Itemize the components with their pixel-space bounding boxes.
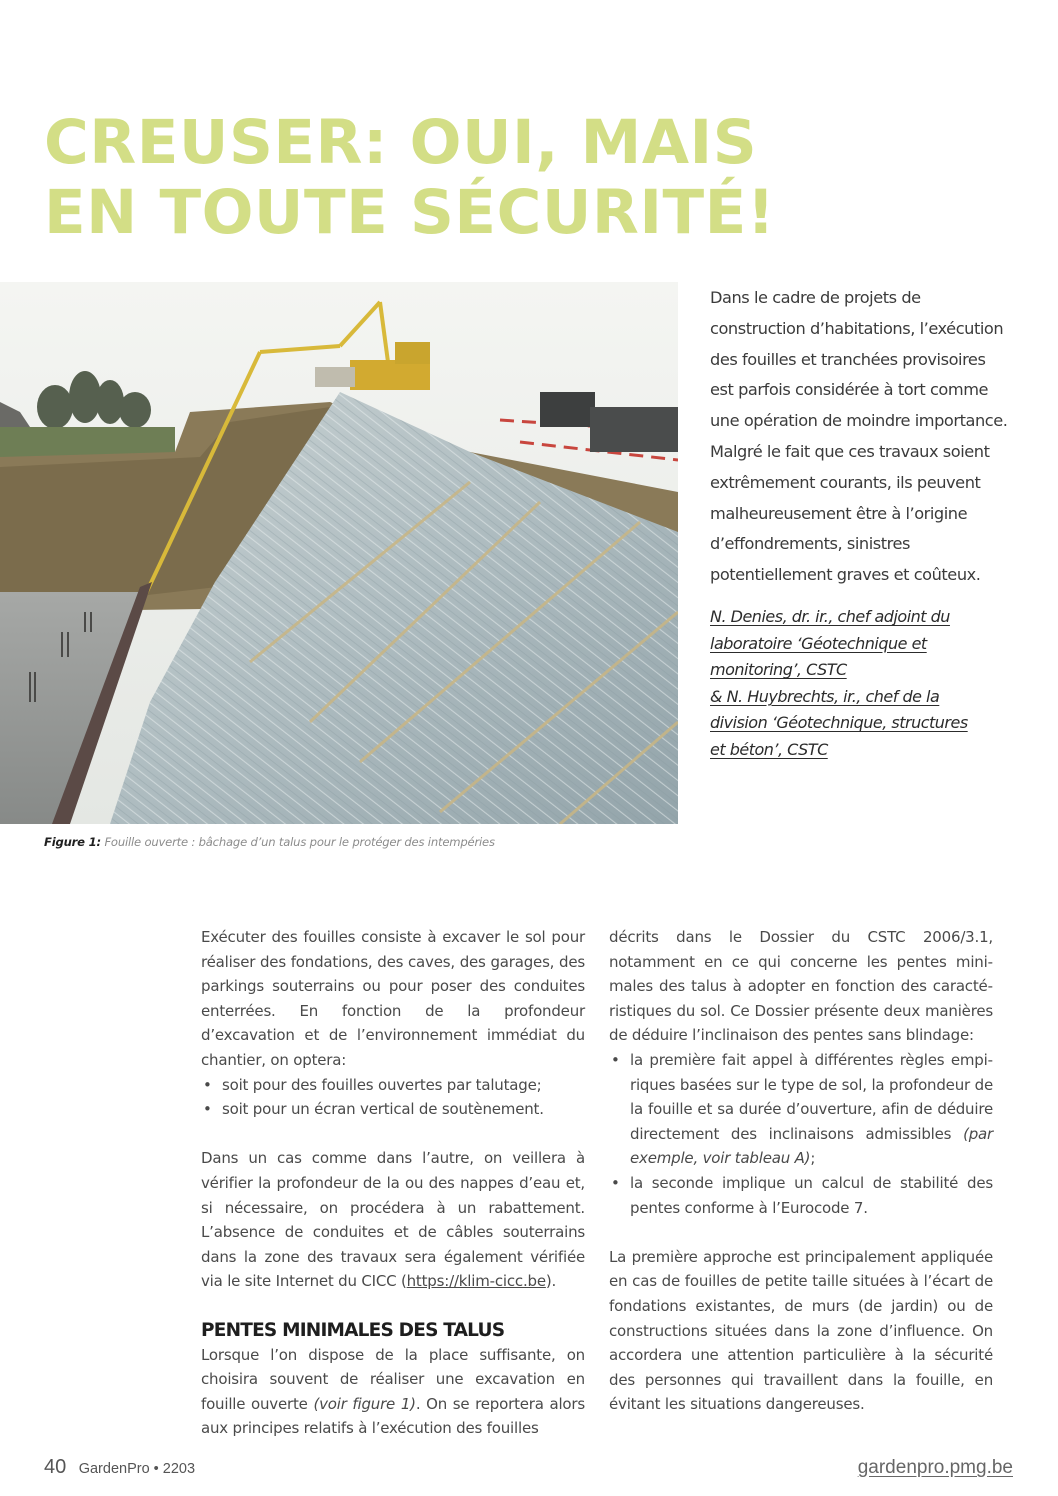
author-line: & N. Huybrechts, ir., chef de la xyxy=(710,686,940,706)
text-run: la première fait appel à différentes règles empiriques basées sur le type de sol, la profondeur de la fouille et sa durée d’ouverture, afin de déduire directement des inclinaisons admissibles xyxy=(630,1050,993,1143)
body-paragraph xyxy=(201,1343,585,1441)
website-link[interactable]: gardenpro.pmg.be xyxy=(857,1457,1013,1478)
body-column-left xyxy=(201,925,585,1441)
authors-credit xyxy=(710,604,1010,764)
figure-1-photo xyxy=(0,282,678,824)
text-run: Lorsque l’on dispose de la place suffisante, on choisira souvent de réaliser une excavation en fouille ouverte xyxy=(201,1345,585,1413)
table-reference: (par exemple, voir tableau A) xyxy=(630,1124,993,1168)
author-line: et béton’, CSTC xyxy=(710,739,828,759)
spacer xyxy=(609,1220,993,1245)
figure-label: Figure 1: xyxy=(44,835,101,849)
figure-caption-text: Fouille ouverte : bâchage d’un talus pour le protéger des intempéries xyxy=(104,835,495,849)
body-paragraph: décrits dans le Dossier du CSTC 2006/3.1, notamment en ce qui concerne les pentes minimales des talus à adopter en fonction des caractéristiques du sol. Ce Dossier présente deux manières de déduire l’inclinaison des pentes sans blindage: xyxy=(609,928,993,1045)
page-footer-left xyxy=(44,1456,195,1479)
text-run: ). xyxy=(545,1272,557,1291)
page-number: 40 xyxy=(44,1456,67,1478)
bullet-item xyxy=(609,1048,993,1171)
bullet-list xyxy=(201,1073,585,1122)
figure-reference: (voir figure 1) xyxy=(313,1394,416,1413)
figure-caption xyxy=(44,835,495,849)
article-title xyxy=(44,108,775,248)
text-run: Dans un cas comme dans l’autre, on veillera à vérifier la profondeur de la ou des nappes d’eau et, si nécessaire, on procédera à un rabattement. L’absence de conduites et de câbles souterrains dans la zone des travaux sera également vérifiée via le site Internet du CICC ( xyxy=(201,1149,585,1291)
text-run: . On se reportera alors aux principes relatifs à l’exécution des fouilles xyxy=(201,1394,585,1438)
bullet-item: • soit pour un écran vertical de soutènement. xyxy=(201,1097,585,1122)
body-paragraph: La première approche est principalement appliquée en cas de fouilles de petite taille situées à l’écart de fondations existantes, de murs (de jardin) ou de constructions situées dans la zone d’influence. On accordera une attention particulière à la sécurité des personnes qui travaillent dans la fouille, en évitant les situations dangereuses. xyxy=(609,1247,993,1414)
author-line: division ‘Géotechnique, structures xyxy=(710,713,968,733)
author-line: N. Denies, dr. ir., chef adjoint du xyxy=(710,607,950,626)
text-run: ; xyxy=(810,1149,816,1168)
author-line: monitoring’, CSTC xyxy=(710,660,847,680)
magazine-issue: GardenPro • 2203 xyxy=(78,1461,196,1477)
title-line-1: CREUSER: OUI, MAIS xyxy=(44,107,758,178)
bullet-item: • soit pour des fouilles ouvertes par talutage; xyxy=(201,1073,585,1098)
intro-paragraph: Dans le cadre de projets de construction d’habitations, l’exécution des fouilles et tranchées provisoires est parfois considérée à tort comme une opération de moindre importance. Malgré le fait que ces travaux soient extrêmement courants, ils peuvent malheureusement être à l’origine d’effondrements, sinistres potentiellement graves et coûteux. xyxy=(710,288,1008,585)
author-line: laboratoire ‘Géotechnique et xyxy=(710,633,927,653)
bullet-list xyxy=(609,1048,993,1220)
spacer xyxy=(201,1294,585,1319)
title-line-2: EN TOUTE SÉCURITÉ! xyxy=(44,177,776,248)
section-heading: PENTES MINIMALES DES TALUS xyxy=(201,1319,505,1341)
bullet-item: • la seconde implique un calcul de stabilité des pentes conforme à l’Eurocode 7. xyxy=(609,1171,993,1220)
body-paragraph: Exécuter des fouilles consiste à excaver le sol pour réaliser des fondations, des caves, des garages, des parkings souterrains ou pour poser des conduites enterrées. En fonction de la profondeur d’excavation et de l’environnement immédiat du chantier, on optera: xyxy=(201,928,585,1069)
body-column-right xyxy=(609,925,993,1417)
cicc-link[interactable]: https://klim-cicc.be xyxy=(406,1272,546,1291)
body-paragraph xyxy=(201,1146,585,1294)
spacer xyxy=(201,1122,585,1147)
